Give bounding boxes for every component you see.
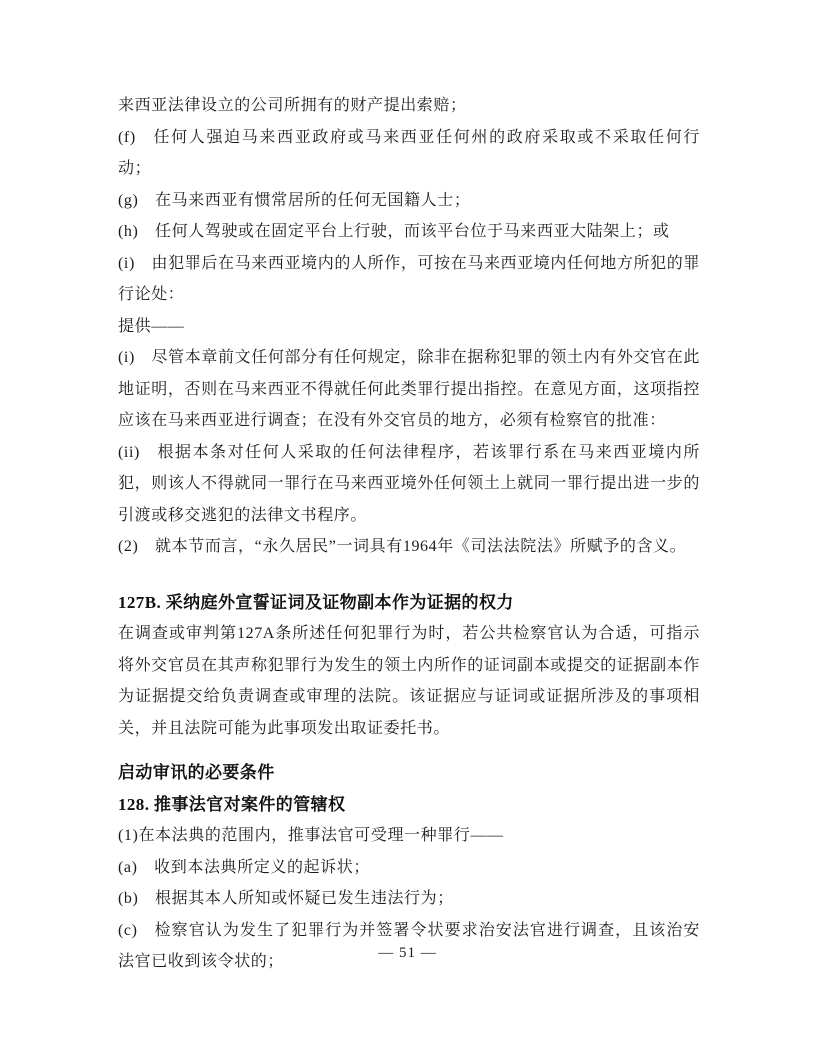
proviso-item-ii: (ii) 根据本条对任何人采取的任何法律程序，若该罪行系在马来西亚境内所犯，则该人不得就同一罪行在马来西亚境外任何领土上就同一罪行提出进一步的引渡或移交逃犯的法律文书程序。	[118, 443, 700, 524]
subsection-2: (2) 就本节而言，“永久居民”一词具有1964年《司法法院法》所赋予的含义。	[118, 538, 687, 555]
clause-item-g: (g) 在马来西亚有惯常居所的任何无国籍人士；	[118, 191, 471, 209]
proviso-item-i: (i) 尽管本章前文任何部分有任何规定，除非在据称犯罪的领土内有外交官在此地证明，否则在马来西亚不得就任何此类罪行提出指控。在意见方面，这项指控应该在马来西亚进行调查；在没有外交官员的地方，必须有检察官的批准：	[118, 349, 700, 429]
section-128-item-c: (c) 检察官认为发生了犯罪行为并签署令状要求治安法官进行调查，且该治安法官已收到该令状的；	[118, 921, 700, 970]
section-128-intro: (1)在本法典的范围内，推事法官可受理一种罪行——	[118, 827, 504, 844]
part-heading-trial-conditions: 启动审讯的必要条件	[118, 763, 275, 782]
section-127B-heading: 127B. 采纳庭外宣誓证词及证物副本作为证据的权力	[118, 592, 514, 612]
clause-item-h: (h) 任何人驾驶或在固定平台上行驶，而该平台位于马来西亚大陆架上；或	[118, 223, 670, 240]
section-127B-body: 在调查或审判第127A条所述任何犯罪行为时，若公共检察官认为合适，可指示将外交官员在其声称犯罪行为发生的领土内所作的证词副本或提交的证据副本作为证据提交给负责调查或审理的法院。该证据应与证词或证据所涉及的事项相关，并且法院可能为此事项发出取证委托书。	[118, 625, 700, 737]
document-body	[118, 90, 700, 978]
proviso-label: 提供——	[118, 317, 185, 335]
section-128-heading: 128. 推事法官对案件的管辖权	[118, 794, 346, 814]
clause-item-i: (i) 由犯罪后在马来西亚境内的人所作，可按在马来西亚境内任何地方所犯的罪行论处：	[118, 254, 700, 303]
section-128-item-a: (a) 收到本法典所定义的起诉状；	[118, 858, 370, 876]
page-number: — 51 —	[378, 945, 437, 961]
section-128-item-b: (b) 根据其本人所知或怀疑已发生违法行为；	[118, 890, 454, 907]
clause-item-f: (f) 任何人强迫马来西亚政府或马来西亚任何州的政府采取或不采取任何行动；	[118, 128, 700, 177]
clause-continuation-line: 来西亚法律设立的公司所拥有的财产提出索赔；	[118, 97, 467, 114]
